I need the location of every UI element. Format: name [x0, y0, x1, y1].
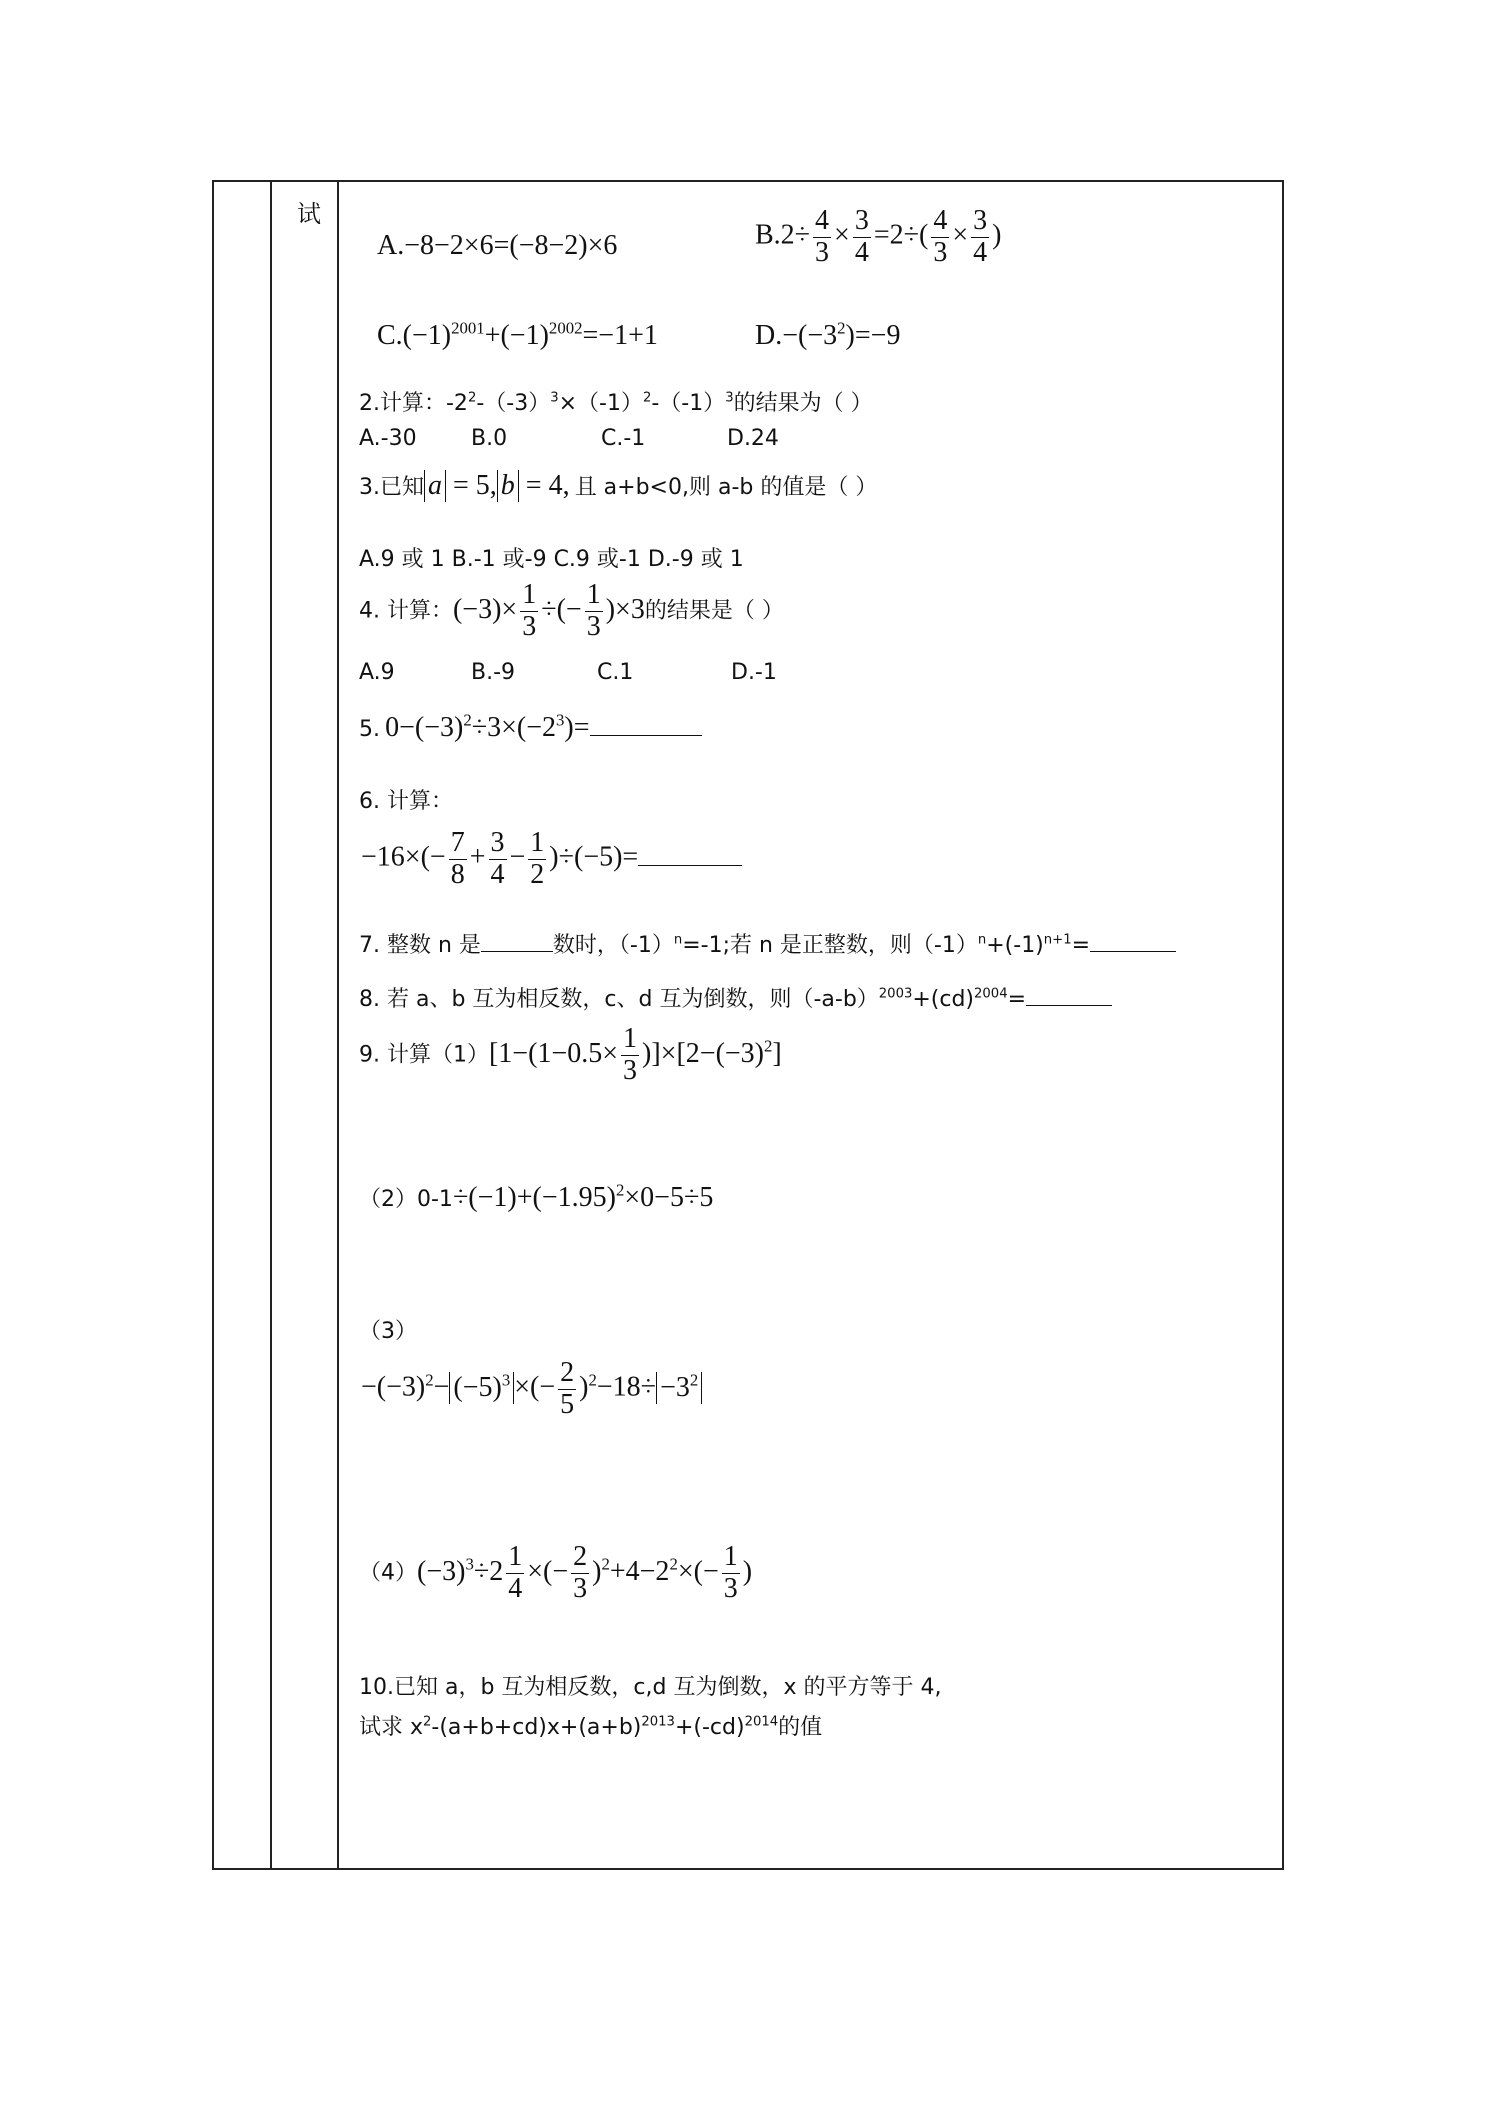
- minus-sign: −: [509, 841, 526, 873]
- exponent: 2: [467, 390, 477, 406]
- q7-text2: 数时，（-1）: [552, 933, 674, 958]
- fraction: [971, 206, 989, 269]
- q9-m3c: ×(−: [514, 1371, 556, 1403]
- fraction: [813, 206, 831, 269]
- exponent: 2: [615, 1180, 625, 1200]
- q5-question: [359, 712, 702, 744]
- q1-d-prefix: D.−(−3: [755, 320, 838, 351]
- q9-m4c: ×(−: [527, 1555, 569, 1587]
- exponent: 2013: [641, 1714, 675, 1730]
- exponent: 2004: [974, 986, 1008, 1002]
- q3-options: A.9 或 1 B.-1 或-9 C.9 或-1 D.-9 或 1: [359, 547, 744, 572]
- q9-m4b: ÷2: [473, 1555, 504, 1587]
- answer-blank[interactable]: [1026, 1005, 1112, 1006]
- times-sign: ×: [952, 219, 969, 251]
- frac-num: 4: [933, 205, 948, 236]
- exponent: 2: [764, 1036, 773, 1056]
- q9-m1c: ]: [772, 1037, 782, 1069]
- question-table: [212, 180, 1284, 1870]
- exponent: 2001: [451, 318, 485, 338]
- q1-d-end: )=−9: [845, 320, 901, 351]
- abs-value: [656, 1372, 702, 1404]
- q1-option-b: [755, 206, 1001, 269]
- q9-m4d: ): [592, 1555, 602, 1587]
- exponent: 2: [669, 1554, 678, 1574]
- q10-line1: 10.已知 a，b 互为相反数，c,d 互为倒数，x 的平方等于 4,: [359, 1675, 942, 1700]
- exponent: 2: [425, 1370, 434, 1390]
- exponent: 2: [642, 390, 652, 406]
- table-divider-1: [270, 182, 272, 1868]
- q9-m3b: −: [433, 1371, 450, 1403]
- q7-text5: =: [1071, 933, 1091, 958]
- exponent: 2014: [744, 1714, 779, 1730]
- exponent: 3: [556, 710, 565, 730]
- q8-text2: +(cd): [912, 987, 975, 1012]
- frac-num: 3: [490, 827, 505, 858]
- fraction: [931, 206, 949, 269]
- exponent: 2002: [548, 318, 583, 338]
- abs-b: b: [497, 470, 519, 502]
- q4-question: [359, 580, 784, 643]
- frac-den: 2: [530, 858, 545, 890]
- q7-text1: 7. 整数 n 是: [359, 933, 481, 958]
- q9-m3d: ): [579, 1371, 589, 1403]
- exponent: n: [673, 932, 683, 948]
- times-sign: ×: [834, 219, 850, 251]
- q10-line2c: +(-cd): [674, 1715, 745, 1740]
- frac-den: 4: [973, 236, 988, 268]
- q4-options: [359, 660, 777, 685]
- q1-c-end: =−1+1: [582, 320, 658, 351]
- q6-label: 6. 计算：: [359, 789, 453, 814]
- q3-prefix: 3.已知: [359, 475, 424, 500]
- q4-prefix: 4. 计算：: [359, 598, 453, 624]
- q9-part1: [359, 1024, 782, 1087]
- q9-m3e: −18÷: [596, 1371, 657, 1403]
- q5-label: 5.: [359, 717, 380, 742]
- q9-label3: （3）: [359, 1319, 417, 1344]
- q10-line2d: 的值: [778, 1715, 823, 1740]
- q4-math-end: )×3: [605, 593, 645, 625]
- frac-den: 3: [586, 610, 601, 642]
- q9-m3a: −(−3): [361, 1371, 426, 1403]
- q4-option-c: C.1: [597, 660, 634, 685]
- frac-den: 3: [623, 1054, 638, 1086]
- fraction: [528, 828, 546, 891]
- q4-option-d: D.-1: [731, 660, 777, 685]
- fraction: [558, 1358, 576, 1421]
- q10-line2: [359, 1710, 822, 1741]
- frac-num: 3: [854, 205, 869, 236]
- q2-options: [359, 426, 779, 451]
- frac-den: 4: [490, 858, 505, 890]
- q9-m4f: ×(−: [677, 1555, 719, 1587]
- q2-mid1: -（-3）: [476, 391, 551, 416]
- q9-m4g: ): [742, 1555, 753, 1587]
- q5-math3: )=: [564, 712, 590, 743]
- q9-m2b: ×0−5÷5: [624, 1182, 714, 1213]
- frac-den: 5: [560, 1388, 575, 1420]
- side-label: 试: [297, 200, 321, 228]
- q7-question: [359, 928, 1176, 959]
- q10-line2b: -(a+b+cd)x+(a+b): [431, 1715, 642, 1740]
- frac-num: 1: [623, 1023, 638, 1054]
- q1-b-prefix: B.2÷: [755, 219, 811, 251]
- exponent: 2: [588, 1370, 597, 1390]
- fraction: [722, 1542, 740, 1605]
- exponent: 3: [550, 390, 559, 406]
- q2-option-c: C.-1: [601, 426, 646, 451]
- q2-mid2: ×（-1）: [558, 391, 643, 416]
- q8-text3: =: [1007, 987, 1027, 1012]
- exponent: 3: [501, 1370, 511, 1390]
- q10-line2a: 试求 x: [359, 1715, 424, 1740]
- q9-label1: 9. 计算（1）: [359, 1042, 489, 1068]
- q4-option-b: B.-9: [471, 660, 516, 685]
- q2-question: [359, 386, 873, 417]
- exponent: 2003: [878, 986, 913, 1002]
- q9-m4a: (−3): [417, 1555, 466, 1587]
- frac-num: 1: [586, 579, 601, 610]
- q9-m3abs2: −3: [660, 1371, 690, 1403]
- q4-math-mid: ÷(−: [541, 593, 582, 625]
- q2-option-b: B.0: [471, 426, 508, 451]
- frac-num: 2: [560, 1357, 575, 1388]
- plus-sign: +: [469, 841, 486, 873]
- frac-num: 7: [450, 827, 465, 858]
- exponent: 3: [725, 390, 734, 406]
- frac-den: 4: [854, 236, 869, 268]
- exponent: 2: [601, 1554, 610, 1574]
- fraction: [506, 1542, 524, 1605]
- q3-math2: = 4,: [525, 470, 570, 501]
- frac-den: 8: [450, 858, 465, 890]
- fraction: [449, 828, 467, 891]
- fraction: [621, 1024, 639, 1087]
- q3-question: [359, 470, 877, 502]
- q1-option-d: [755, 320, 900, 352]
- fraction: [571, 1542, 589, 1605]
- q9-m1b: )]×[2−(−3): [642, 1037, 765, 1069]
- exponent: n: [977, 932, 987, 948]
- q1-b-end: ): [992, 219, 1002, 251]
- frac-den: 3: [723, 1572, 738, 1604]
- frac-den: 4: [508, 1572, 523, 1604]
- answer-blank[interactable]: [481, 951, 553, 952]
- frac-num: 1: [723, 1541, 738, 1572]
- frac-num: 4: [815, 205, 830, 236]
- answer-blank[interactable]: [590, 735, 702, 736]
- q8-text1: 8. 若 a、b 互为相反数，c、d 互为倒数，则（-a-b）: [359, 987, 879, 1012]
- frac-num: 3: [973, 205, 988, 236]
- q4-suffix: 的结果是（ ）: [644, 598, 784, 624]
- q9-m4e: +4−2: [609, 1555, 670, 1587]
- q1-a-text: A.−8−2×6=(−8−2)×6: [377, 230, 618, 261]
- q2-option-d: D.24: [727, 426, 779, 451]
- fraction: [853, 206, 871, 269]
- frac-num: 2: [573, 1541, 588, 1572]
- abs-value: [449, 1372, 514, 1404]
- q3-math1: = 5,: [453, 470, 497, 501]
- q3-suffix: 且 a+b<0,则 a-b 的值是（ ）: [574, 475, 878, 500]
- frac-num: 1: [522, 579, 537, 610]
- question-content: [347, 182, 1282, 1868]
- q2-option-a: A.-30: [359, 426, 417, 451]
- frac-den: 3: [573, 1572, 588, 1604]
- fraction: [520, 580, 538, 643]
- table-divider-2: [337, 182, 339, 1868]
- q8-question: [359, 982, 1112, 1013]
- q9-part3: [361, 1358, 702, 1421]
- q9-part2: [359, 1182, 713, 1214]
- frac-num: 1: [508, 1541, 523, 1572]
- q9-m1a: [1−(1−0.5×: [488, 1037, 619, 1069]
- q4-math-start: (−3)×: [452, 593, 518, 625]
- fraction: [585, 580, 603, 643]
- q2-text: 2.计算：-2: [359, 391, 468, 416]
- q9-m2a: ÷(−1)+(−1.95): [452, 1182, 616, 1213]
- q6-expression: [361, 828, 742, 891]
- answer-blank[interactable]: [638, 865, 742, 866]
- q1-b-eq: =2÷(: [873, 219, 929, 251]
- frac-den: 3: [933, 236, 948, 268]
- q4-option-a: A.9: [359, 660, 395, 685]
- frac-den: 3: [815, 236, 830, 268]
- exponent: 2: [463, 710, 472, 730]
- q7-text4: +(-1): [986, 933, 1044, 958]
- q1-c-mid: +(−1): [484, 320, 549, 351]
- q6-math-start: −16×(−: [361, 841, 446, 873]
- q9-label2: （2）0-1: [359, 1187, 453, 1212]
- q7-text3: =-1;若 n 是正整数，则（-1）: [682, 933, 978, 958]
- q9-label4: （4）: [359, 1560, 417, 1586]
- exponent: 2: [689, 1370, 699, 1390]
- q9-part4: [359, 1542, 752, 1605]
- q6-math-end: )÷(−5)=: [549, 841, 639, 873]
- answer-blank[interactable]: [1090, 951, 1176, 952]
- abs-a: a: [424, 470, 446, 502]
- exponent: n+1: [1043, 932, 1072, 948]
- q1-option-a: [377, 230, 617, 262]
- exponent: 2: [423, 1714, 432, 1730]
- q5-math2: ÷3×(−2: [471, 712, 556, 743]
- q2-end: 的结果为（ ）: [733, 391, 873, 416]
- q9-m3abs1: (−5): [453, 1371, 502, 1403]
- q2-mid3: -（-1）: [651, 391, 726, 416]
- frac-num: 1: [530, 827, 545, 858]
- exponent: 2: [837, 318, 846, 338]
- exponent: 3: [465, 1554, 474, 1574]
- q5-math: 0−(−3): [385, 712, 464, 743]
- q1-c-prefix: C.(−1): [377, 320, 452, 351]
- q1-option-c: [377, 320, 658, 352]
- frac-den: 3: [522, 610, 537, 642]
- fraction: [489, 828, 507, 891]
